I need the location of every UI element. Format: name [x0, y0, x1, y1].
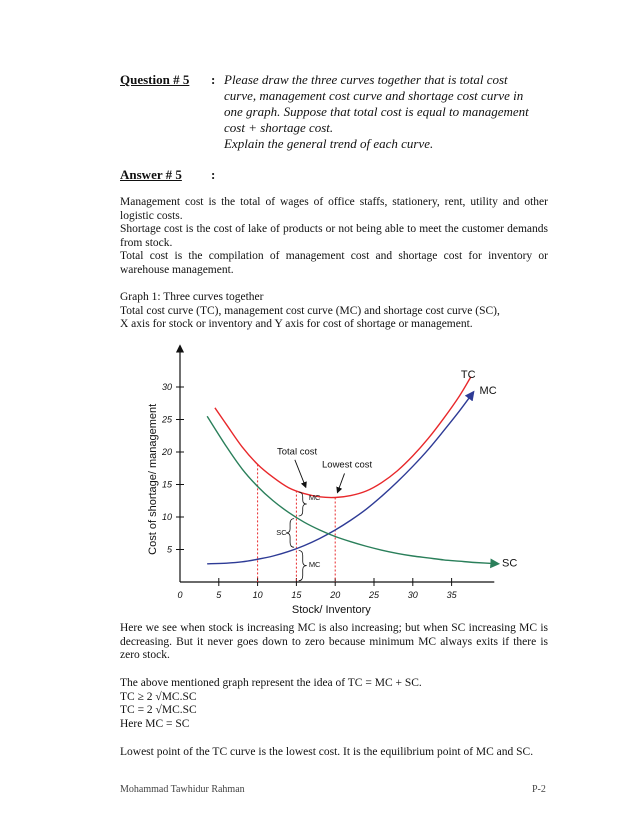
conclusion-text: Lowest point of the TC curve is the lowest cost. It is the equilibrium point of MC and SC.: [120, 746, 534, 758]
y-tick-label: 15: [161, 479, 172, 490]
x-tick-label: 10: [252, 590, 263, 600]
y-tick-label: 5: [166, 544, 172, 555]
explanation-text: Here we see when stock is increasing MC is also increasing; but when SC increasing MC is decreasing. But it never goes down to zero because minimum MC always exits if there is zero stock.: [120, 622, 548, 661]
caption-line: Total cost curve (TC), management cost curve (MC) and shortage cost curve (SC),: [120, 304, 500, 317]
x-tick-label: 0: [177, 590, 183, 600]
x-tick-label: 15: [291, 590, 302, 600]
y-axis-label: Cost of shortage/ management: [147, 403, 159, 555]
y-tick-label: 30: [161, 382, 172, 392]
question-label: Question # 5: [120, 72, 190, 87]
total-cost-annotation: Total cost: [277, 446, 318, 458]
y-tick-label: 20: [161, 447, 172, 457]
y-tick-label: 25: [161, 414, 172, 425]
formula-line: Here MC = SC: [120, 717, 190, 730]
definition-management: Management cost is the total of wages of office staffs, stationery, rent, utility and other logistic costs.: [120, 196, 548, 222]
formula-block: [120, 677, 548, 731]
x-tick-label: 30: [407, 590, 418, 600]
footer-page-number: P-2: [532, 784, 546, 795]
question-colon: :: [211, 72, 216, 87]
tc-label: TC: [460, 368, 476, 381]
caption-line: X axis for stock or inventory and Y axis for cost of shortage or management.: [120, 318, 473, 330]
sc-brace-label: SC: [276, 528, 287, 538]
mc-brace-lower: [299, 550, 307, 580]
lowest-cost-annotation: Lowest cost: [322, 459, 373, 471]
x-axis-label: Stock/ Inventory: [291, 604, 371, 616]
mc-brace-label-lower: MC: [308, 560, 321, 570]
sc-brace: [286, 519, 294, 548]
footer-author: Mohammad Tawhidur Rahman: [120, 784, 245, 795]
definitions-paragraph: [120, 196, 548, 277]
x-tick-label: 20: [330, 590, 341, 600]
graph-caption: [120, 291, 548, 332]
cost-curves-chart: [140, 338, 530, 618]
question-line: curve, management cost curve and shortage cost curve in: [224, 88, 524, 103]
sc-label: SC: [502, 557, 518, 570]
formula-line: TC = 2 √MC.SC: [120, 704, 197, 716]
formula-intro: The above mentioned graph represent the idea of TC = MC + SC.: [120, 677, 422, 689]
chart-labels: [276, 369, 517, 581]
question-line: Explain the general trend of each curve.: [224, 136, 434, 151]
answer-colon: :: [211, 167, 216, 182]
curve-sc: [207, 416, 498, 564]
curve-tc: [215, 377, 471, 498]
x-tick-label: 35: [446, 590, 457, 600]
mc-label: MC: [479, 385, 497, 398]
question-line: one graph. Suppose that total cost is equal to management: [224, 104, 529, 119]
y-tick-label: 10: [161, 512, 172, 522]
x-tick-label: 5: [216, 590, 222, 600]
definition-total: Total cost is the compilation of management cost and shortage cost for inventory or warehouse management.: [120, 250, 548, 276]
total-cost-pointer: [295, 460, 306, 487]
lowest-cost-pointer: [338, 473, 345, 492]
question-line: Please draw the three curves together that is total cost: [224, 72, 508, 87]
x-tick-label: 25: [368, 590, 380, 600]
explanation-paragraph: [120, 622, 548, 663]
mc-brace-upper: [299, 492, 307, 516]
chart-axes: [147, 346, 494, 616]
caption-line: Graph 1: Three curves together: [120, 291, 264, 303]
question-line: cost + shortage cost.: [224, 120, 334, 135]
answer-label: Answer # 5: [120, 167, 182, 182]
definition-shortage: Shortage cost is the cost of lake of products or not being able to meet the customer demands from stock.: [120, 223, 548, 249]
formula-line: TC ≥ 2 √MC.SC: [120, 690, 197, 703]
chart-guides: [258, 464, 336, 582]
question-text: [224, 72, 550, 152]
mc-brace-label-upper: MC: [308, 493, 321, 503]
